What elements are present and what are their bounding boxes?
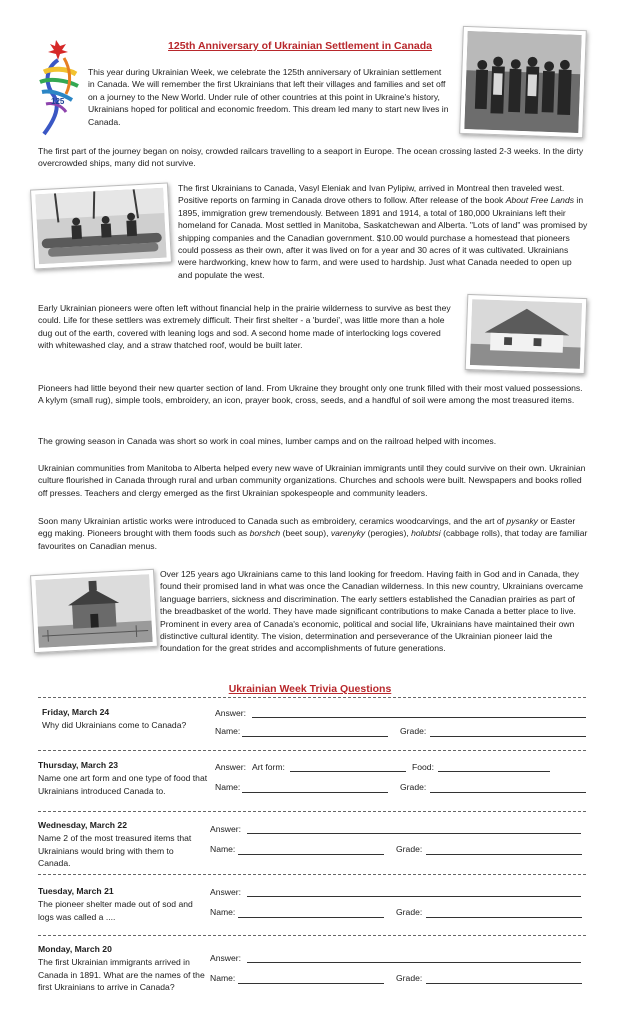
pysanky-term: pysanky bbox=[506, 516, 538, 526]
divider bbox=[38, 935, 586, 936]
name-label: Name: bbox=[215, 726, 241, 736]
grade-label: Grade: bbox=[400, 726, 427, 736]
answer-label: Answer: bbox=[215, 708, 247, 718]
grade-label: Grade: bbox=[400, 782, 427, 792]
pioneers-logs-photo bbox=[30, 182, 172, 269]
artistic-works-paragraph bbox=[38, 515, 588, 552]
borshch-term: borshch bbox=[249, 528, 281, 539]
varenyky-term: varenyky bbox=[330, 528, 366, 539]
artistic-text-5: (cabbage rolls), that today are familiar favourites on Canadian menus. bbox=[38, 528, 588, 551]
growing-season-paragraph: The growing season in Canada was short so work in coal mines, lumber camps and on the railroad helped with incomes. bbox=[38, 436, 497, 446]
art-form-label: Art form: bbox=[252, 762, 285, 772]
food-label: Food: bbox=[412, 762, 434, 772]
answer-1-field[interactable] bbox=[252, 717, 586, 718]
answer-label: Answer: bbox=[210, 887, 242, 897]
question-2-day: Thursday, March 23 bbox=[38, 760, 119, 770]
question-1-day: Friday, March 24 bbox=[42, 707, 110, 717]
name-2-field[interactable] bbox=[242, 792, 388, 793]
anniversary-logo bbox=[36, 38, 80, 138]
holubtsi-term: holubtsi bbox=[411, 528, 441, 539]
grade-3-field[interactable] bbox=[426, 854, 582, 855]
first-ukrainians-paragraph bbox=[178, 182, 588, 281]
answer-3-field[interactable] bbox=[247, 833, 581, 834]
question-3-text: Name 2 of the most treasured items that Ukrainians would bring with them to Canada. bbox=[38, 833, 192, 868]
grade-4-field[interactable] bbox=[426, 917, 582, 918]
grade-1-field[interactable] bbox=[430, 736, 586, 737]
question-5-day: Monday, March 20 bbox=[38, 944, 112, 954]
question-4-text: The pioneer shelter made out of sod and logs was called a .... bbox=[38, 899, 193, 922]
pioneer-shelter-paragraph: Early Ukrainian pioneers were often left without financial help in the prairie wilderness to survive as best they could. Life for these settlers was extremely difficult. Their first shelter - a 'burdei', was little more than a hole dug out of the earth, covered with leaning logs and sod. A second home made of interlocking logs covered with whitewashed clay, and a straw thatched roof, would be built later. bbox=[38, 303, 451, 351]
question-4-day: Tuesday, March 21 bbox=[38, 886, 114, 896]
name-label: Name: bbox=[215, 782, 241, 792]
food-field[interactable] bbox=[438, 771, 550, 772]
answer-5-field[interactable] bbox=[247, 962, 581, 963]
divider bbox=[38, 811, 586, 812]
logo-text: 125 bbox=[51, 97, 65, 106]
grade-label: Grade: bbox=[396, 844, 423, 854]
communities-paragraph: Ukrainian communities from Manitoba to Alberta helped every new wave of Ukrainian immigrants until they could survive on their own. Ukrainian culture flourished in Canada through rural and urban community organizations. Churches and schools were built. Newspapers and books rolled off presses. Teachers and clergy emerged as the first Ukrainian spokespeople and community leaders. bbox=[38, 463, 586, 498]
artistic-text-3: (beet soup), bbox=[280, 528, 331, 539]
answer-label: Answer: bbox=[210, 824, 242, 834]
answer-label: Answer: bbox=[210, 953, 242, 963]
page-title: 125th Anniversary of Ukrainian Settlement in Canada bbox=[168, 40, 432, 52]
answer-label: Answer: bbox=[215, 762, 247, 772]
artistic-text-4: (perogies), bbox=[365, 528, 412, 539]
divider bbox=[38, 697, 586, 698]
name-4-field[interactable] bbox=[238, 917, 384, 918]
settler-family-photo bbox=[459, 26, 587, 138]
trivia-title: Ukrainian Week Trivia Questions bbox=[228, 683, 392, 695]
name-3-field[interactable] bbox=[238, 854, 384, 855]
first-ukrainians-text-a: The first Ukrainians to Canada, Vasyl Eleniak and Ivan Pylipiw, arrived in Montreal then traveled west. Positive reports on farming in Canada drove others to follow. After release of the book bbox=[178, 183, 565, 206]
divider bbox=[38, 874, 586, 875]
question-5-text: The first Ukrainian immigrants arrived in Canada in 1891. What are the names of the first Ukrainians to arrive in Canada? bbox=[38, 957, 205, 992]
closing-paragraph: Over 125 years ago Ukrainians came to this land looking for freedom. Having faith in God and in Canada, they found their promised land in what was once the Canadian wilderness. In this new country, Ukrainians overcame language barriers, sickness and discrimination. The early settlers established the Canadian prairies as part of the breadbasket of the world. They have made significant contributions to make Canada a better place to live. Prominent in every area of Canada's economic, political and social life, Ukrainians have maintained their own distinctive cultural identity. The vision, determination and perseverance of the Ukrainian pioneer laid the foundation for the great strides and accomplishments of future generations. bbox=[160, 569, 584, 654]
art-form-field[interactable] bbox=[290, 771, 406, 772]
name-1-field[interactable] bbox=[242, 736, 388, 737]
question-3-day: Wednesday, March 22 bbox=[38, 820, 127, 830]
journey-paragraph: The first part of the journey began on noisy, crowded railcars travelling to a seaport in Europe. The ocean crossing lasted 2-3 weeks. In the dirty overcrowded ships, many did not survive. bbox=[38, 146, 584, 169]
first-ukrainians-text-b: in 1895, immigration grew tremendously. Between 1891 and 1914, a total of 180,000 Ukrainians left their homeland for Canada. Most settled in Manitoba, Saskatchewan and Alberta. "Lots of land" was promised by shipping companies and the Canadian government. $10.00 would purchase a homestead that pioneers could possess as their own, after it was lived on for a year and 30 acres of it was cultivated. Ukrainians were hardworking, knew how to farm, and were used to hardship. Just what Canada needed to open up and populate the west. bbox=[178, 195, 588, 280]
divider bbox=[38, 750, 586, 751]
grade-5-field[interactable] bbox=[426, 983, 582, 984]
possessions-paragraph: Pioneers had little beyond their new quarter section of land. From Ukraine they brought only one trunk filled with their most valued possessions. A kylym (small rug), simple tools, embroidery, an icon, prayer book, cross, seeds, and a handful of soil were among the most treasured items. bbox=[38, 383, 583, 406]
thatched-house-photo bbox=[465, 294, 588, 374]
question-2-text: Name one art form and one type of food that Ukrainians introduced Canada to. bbox=[38, 773, 208, 796]
name-5-field[interactable] bbox=[238, 983, 384, 984]
artistic-text-2: or Easter egg making. Pioneers brought with them foods such as bbox=[38, 516, 576, 539]
name-label: Name: bbox=[210, 844, 236, 854]
answer-4-field[interactable] bbox=[247, 896, 581, 897]
question-1-text: Why did Ukrainians come to Canada? bbox=[42, 720, 187, 730]
name-label: Name: bbox=[210, 907, 236, 917]
intro-paragraph: This year during Ukrainian Week, we celebrate the 125th anniversary of Ukrainian settlement in Canada. We will remember the first Ukrainians that left their villages and families and set off on a journey to the New World. Under rule of other countries at this point in Ukraine's history, Ukrainians hoped for political and economic freedom. This dream led many to start new lives in Canada. bbox=[88, 67, 449, 127]
name-label: Name: bbox=[210, 973, 236, 983]
grade-label: Grade: bbox=[396, 907, 423, 917]
artistic-text-1: Soon many Ukrainian artistic works were introduced to Canada such as embroidery, ceramics woodcarvings, and the art of bbox=[38, 516, 507, 526]
book-title: About Free Lands bbox=[505, 195, 575, 206]
grade-label: Grade: bbox=[396, 973, 423, 983]
grade-2-field[interactable] bbox=[430, 792, 586, 793]
church-photo bbox=[30, 569, 158, 653]
